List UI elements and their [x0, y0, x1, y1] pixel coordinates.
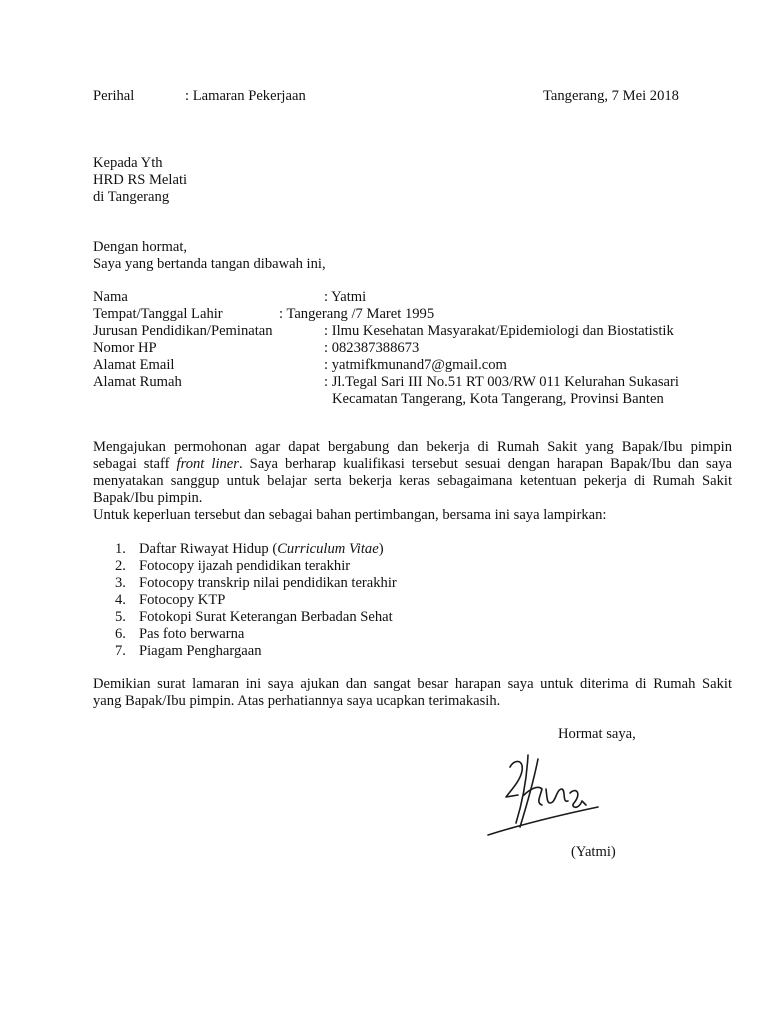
rumah-value-line-1: : Jl.Tegal Sari III No.51 RT 003/RW 011 Kelurahan Sukasari — [324, 374, 679, 390]
recipient-line-1: Kepada Yth — [93, 155, 163, 171]
jurusan-value: : Ilmu Kesehatan Masyarakat/Epidemiologi dan Biostatistik — [324, 323, 674, 339]
closing-line-1: Demikian surat lamaran ini saya ajukan dan sangat besar harapan saya untuk diterima di Rumah Sakit — [93, 676, 732, 692]
hp-value: : 082387388673 — [324, 340, 420, 356]
recipient-line-2: HRD RS Melati — [93, 172, 188, 188]
body-p1-line-4: Bapak/Ibu pimpin. — [93, 490, 203, 506]
hp-label: Nomor HP — [93, 340, 157, 356]
nama-label: Nama — [93, 289, 128, 305]
email-label: Alamat Email — [93, 357, 175, 373]
body-p1-line-3: menyatakan sanggup untuk belajar serta bekerja keras sebagaimana ketentuan pekerja di Rumah Sakit — [93, 473, 732, 489]
body-p1-line-2 — [93, 456, 732, 473]
rumah-value-line-2: Kecamatan Tangerang, Kota Tangerang, Provinsi Banten — [332, 391, 664, 407]
closing-paragraph — [93, 676, 732, 710]
perihal-label: Perihal — [93, 88, 135, 104]
place-date: Tangerang, 7 Mei 2018 — [543, 88, 679, 104]
jurusan-label: Jurusan Pendidikan/Peminatan — [93, 323, 273, 339]
body-p1-line-1: Mengajukan permohonan agar dapat bergabung dan bekerja di Rumah Sakit yang Bapak/Ibu pimpin — [93, 439, 732, 455]
regards: Hormat saya, — [558, 726, 636, 742]
handwritten-signature-icon — [470, 745, 600, 840]
body-p1-line-2b: . Saya berharap kualifikasi tersebut sesuai dengan harapan Bapak/Ibu dan saya — [238, 456, 732, 472]
front-liner-italic: front liner — [176, 456, 239, 472]
rumah-label: Alamat Rumah — [93, 374, 182, 390]
body-paragraph-1 — [93, 439, 732, 507]
ttl-value: : Tangerang /7 Maret 1995 — [279, 306, 435, 322]
perihal-value: : Lamaran Pekerjaan — [185, 88, 306, 104]
body-paragraph-2: Untuk keperluan tersebut dan sebagai bahan pertimbangan, bersama ini saya lampirkan: — [93, 507, 607, 523]
signer-name: (Yatmi) — [571, 844, 616, 860]
nama-value: : Yatmi — [324, 289, 367, 305]
intro-line: Saya yang bertanda tangan dibawah ini, — [93, 256, 326, 272]
recipient-line-3: di Tangerang — [93, 189, 170, 205]
salutation: Dengan hormat, — [93, 239, 188, 255]
closing-line-2: yang Bapak/Ibu pimpin. Atas perhatiannya saya ucapkan terimakasih. — [93, 693, 501, 709]
email-value: : yatmifkmunand7@gmail.com — [324, 357, 507, 373]
body-p1-line-2a: sebagai staff — [93, 456, 177, 472]
ttl-label: Tempat/Tanggal Lahir — [93, 306, 223, 322]
